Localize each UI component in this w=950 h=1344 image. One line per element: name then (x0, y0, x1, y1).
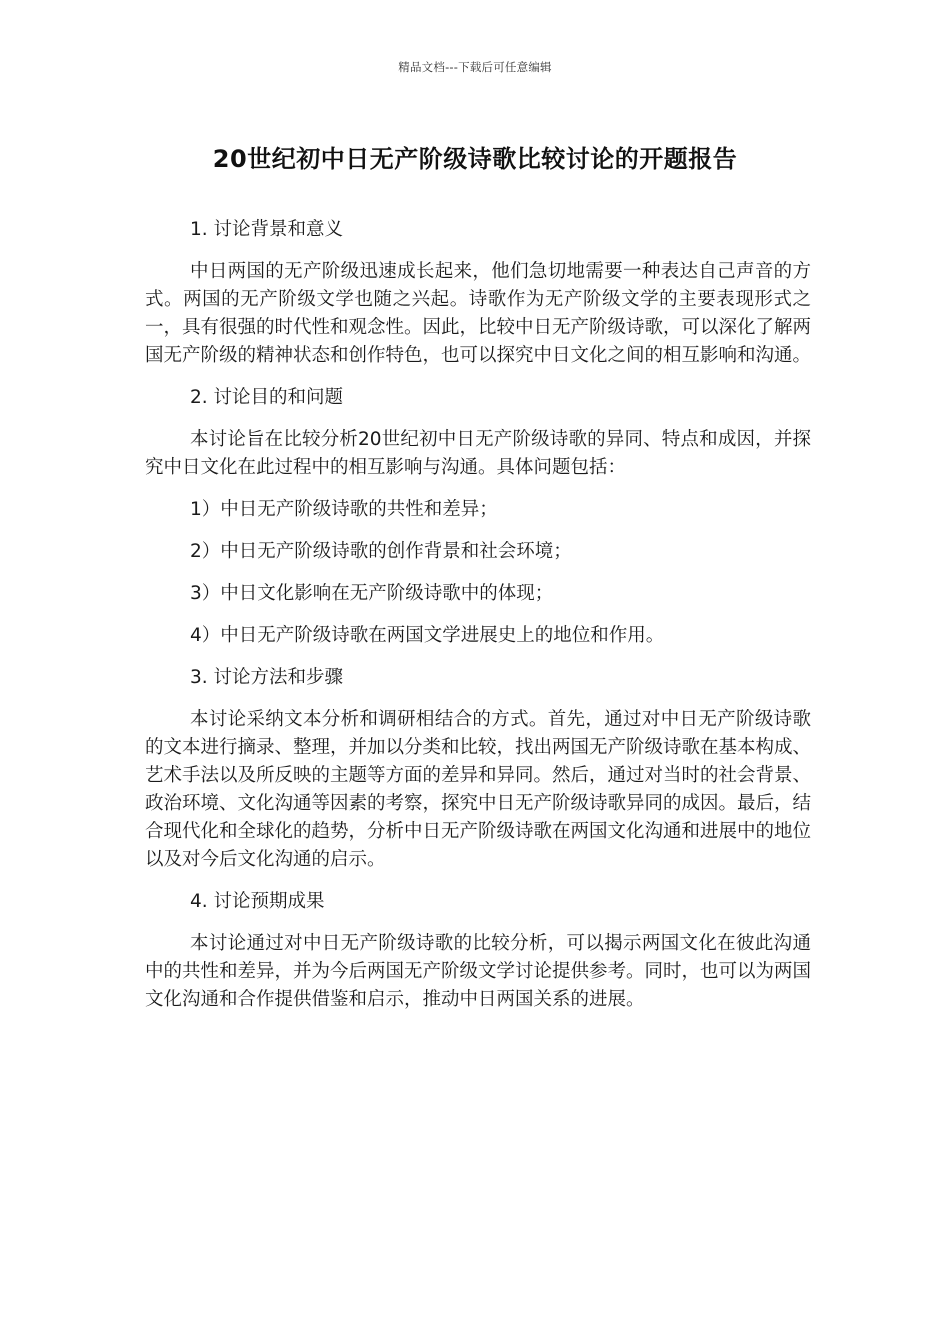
list-item: 2）中日无产阶级诗歌的创作背景和社会环境； (190, 541, 572, 562)
section-heading-outcomes: 4. 讨论预期成果 (190, 891, 325, 912)
section-heading-background: 1. 讨论背景和意义 (190, 219, 344, 240)
list-item: 3）中日文化影响在无产阶级诗歌中的体现； (190, 583, 554, 604)
section-paragraph-methods: 本讨论采纳文本分析和调研相结合的方式。首先，通过对中日无产阶级诗歌的文本进行摘录、整理，并加以分类和比较，找出两国无产阶级诗歌在基本构成、艺术手法以及所反映的主题等方面的差异和异同。然后，通过对当时的社会背景、政治环境、文化沟通等因素的考察，探究中日无产阶级诗歌异同的成因。最后，结合现代化和全球化的趋势，分析中日无产阶级诗歌在两国文化沟通和进展中的地位以及对今后文化沟通的启示。 (145, 709, 812, 870)
header-note: 精品文档---下载后可任意编辑 (398, 60, 552, 74)
document-title: 20世纪初中日无产阶级诗歌比较讨论的开题报告 (212, 145, 738, 173)
section-paragraph-purpose: 本讨论旨在比较分析20世纪初中日无产阶级诗歌的异同、特点和成因，并探究中日文化在此过程中的相互影响与沟通。具体问题包括： (145, 429, 811, 478)
document-body (145, 216, 811, 1028)
list-item: 4）中日无产阶级诗歌在两国文学进展史上的地位和作用。 (190, 625, 665, 646)
list-item: 1）中日无产阶级诗歌的共性和差异； (190, 499, 498, 520)
section-paragraph-outcomes: 本讨论通过对中日无产阶级诗歌的比较分析，可以揭示两国文化在彼此沟通中的共性和差异，并为今后两国无产阶级文学讨论提供参考。同时，也可以为两国文化沟通和合作提供借鉴和启示，推动中日两国关系的进展。 (145, 933, 812, 1010)
section-paragraph-background: 中日两国的无产阶级迅速成长起来，他们急切地需要一种表达自己声音的方式。两国的无产阶级文学也随之兴起。诗歌作为无产阶级文学的主要表现形式之一，具有很强的时代性和观念性。因此，比较中日无产阶级诗歌，可以深化了解两国无产阶级的精神状态和创作特色，也可以探究中日文化之间的相互影响和沟通。 (145, 261, 812, 366)
section-heading-methods: 3. 讨论方法和步骤 (190, 667, 344, 688)
section-heading-purpose: 2. 讨论目的和问题 (190, 387, 344, 408)
